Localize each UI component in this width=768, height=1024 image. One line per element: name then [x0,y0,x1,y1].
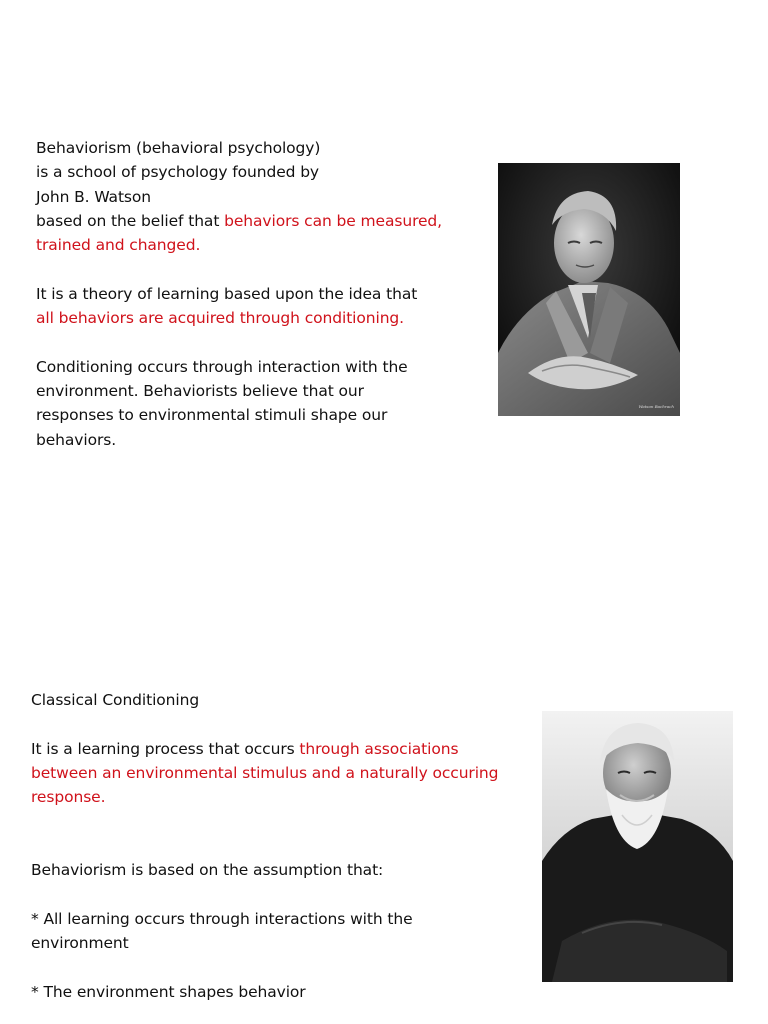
assumption-intro: Behaviorism is based on the assumption that: [31,861,384,880]
section-heading: Classical Conditioning [31,691,200,709]
paragraph-gap [31,712,498,736]
photo-signature: Watson Bachrach [638,404,674,409]
highlight-text: all behaviors are acquired through conditioning. [36,309,404,328]
paragraph-gap [31,809,498,833]
pavlov-photo-image [542,711,733,982]
bullet-item-continued: environment [31,933,129,952]
ivan-pavlov-portrait [542,711,733,982]
highlight-text: between an environmental stimulus and a naturally occuring [31,763,499,782]
conditioning-line: environment. Behaviorists believe that our [36,381,364,400]
paragraph-gap [31,955,498,979]
paragraph-gap [36,330,442,354]
behaviorism-line [36,209,442,233]
definition-line [31,737,498,761]
behaviorism-line: John B. Watson [36,187,152,206]
behaviorism-section [36,136,442,452]
watson-photo-image [498,163,680,416]
highlight-text: trained and changed. [36,236,201,255]
john-watson-portrait [498,163,680,416]
conditioning-line: responses to environmental stimuli shape our [36,406,388,425]
classical-conditioning-section [31,688,498,1004]
highlight-text: response. [31,788,106,807]
behaviorism-line: is a school of psychology founded by [36,163,320,182]
conditioning-line: Conditioning occurs through interaction with the [36,357,408,376]
paragraph-gap [31,834,498,858]
behaviorism-line: Behaviorism (behavioral psychology) [36,139,321,157]
highlight-text: behaviors can be measured, [224,211,442,230]
bullet-item: * All learning occurs through interactions with the [31,909,413,928]
highlight-text: through associations [299,739,459,758]
theory-line: It is a theory of learning based upon the idea that [36,284,418,303]
paragraph-gap [36,257,442,281]
bullet-item: * The environment shapes behavior [31,982,306,1001]
conditioning-line: behaviors. [36,430,117,449]
plain-text: It is a learning process that occurs [31,739,300,758]
paragraph-gap [31,882,498,906]
plain-text: based on the belief that [36,211,225,230]
